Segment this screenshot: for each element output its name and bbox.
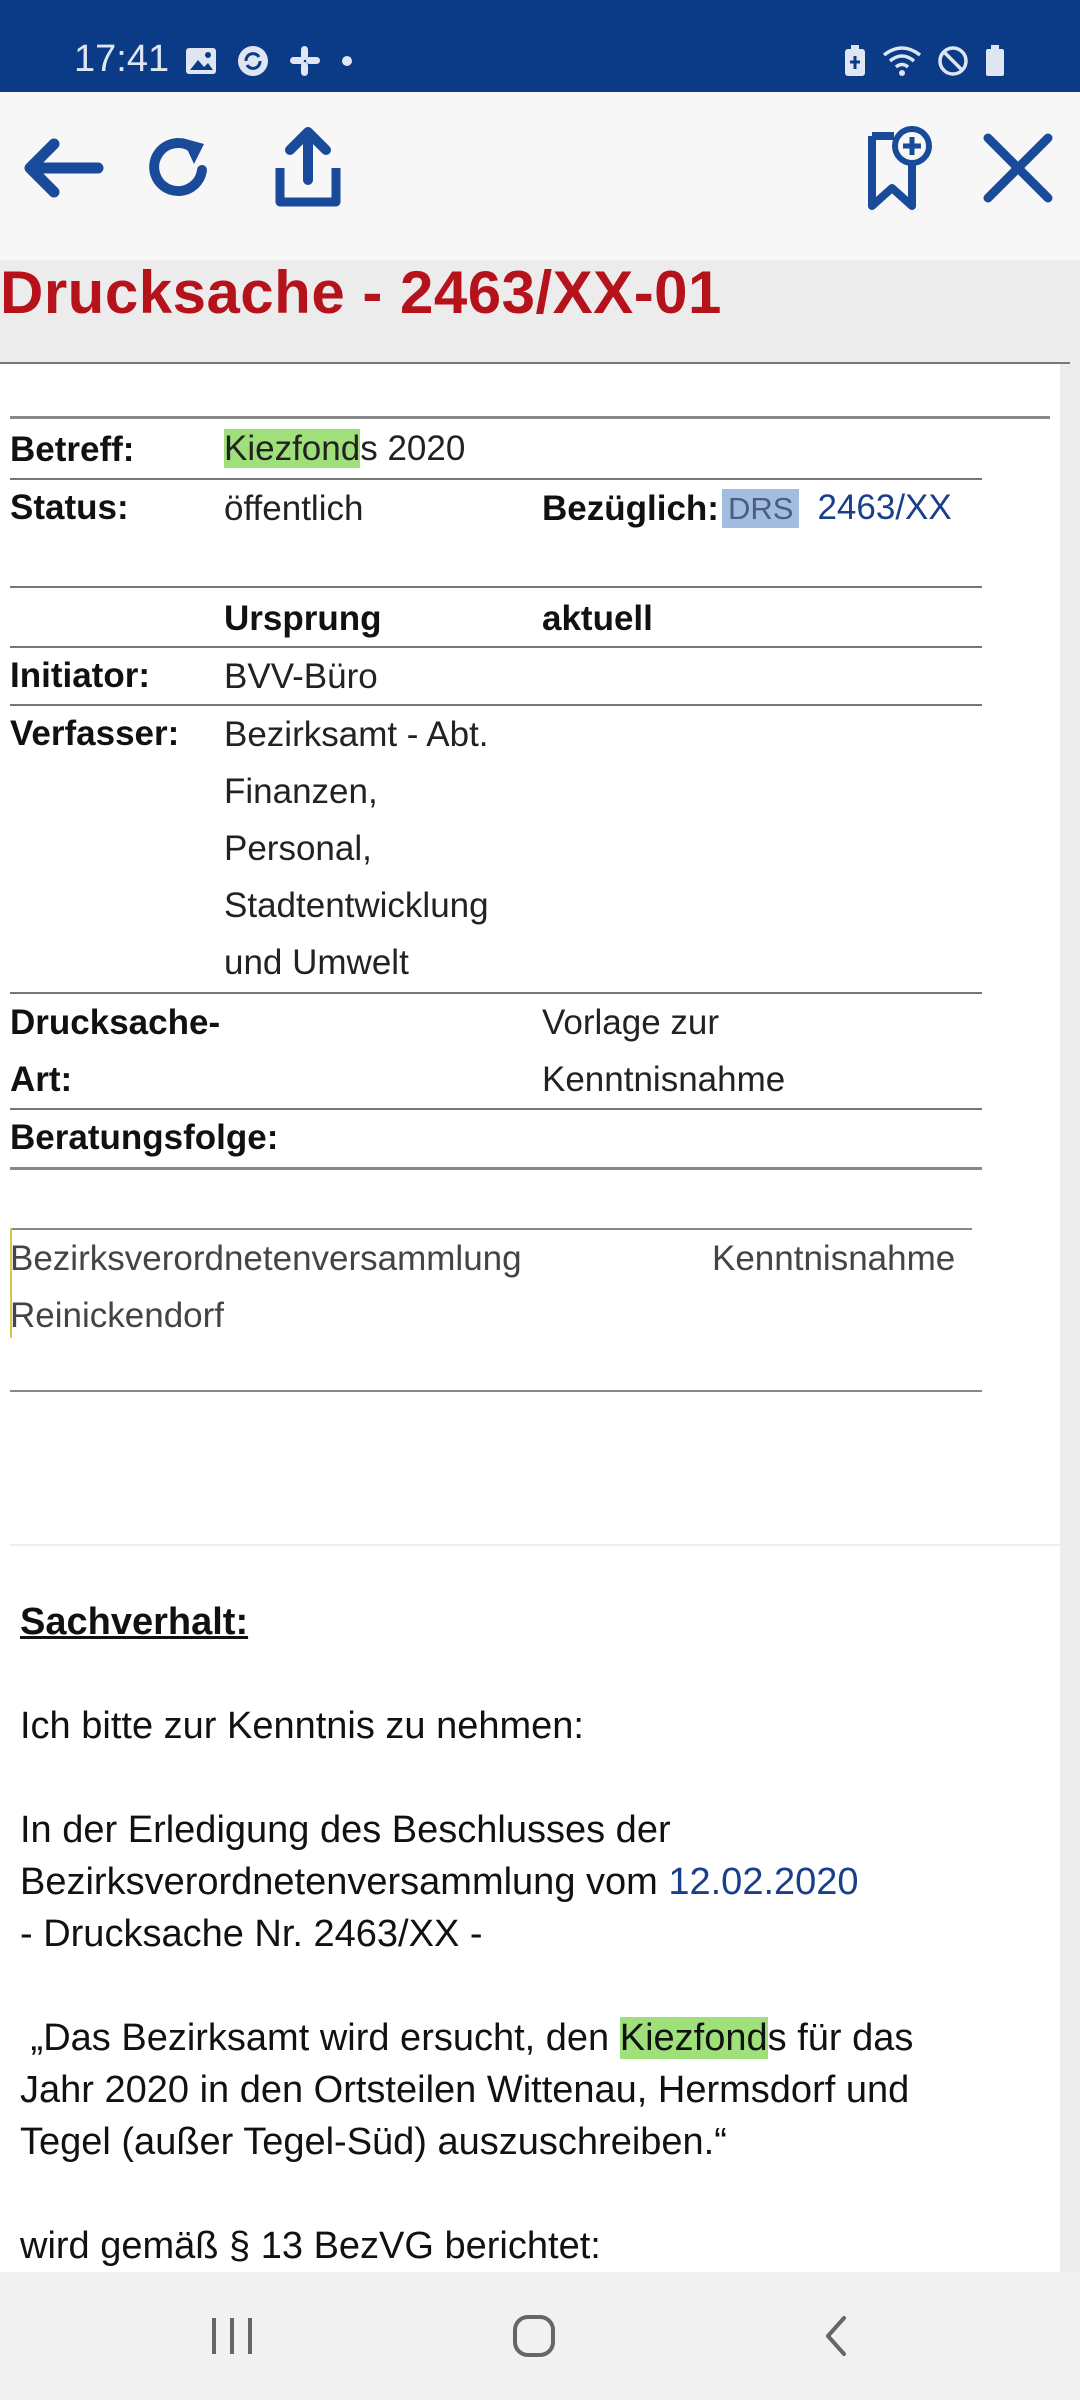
row-initiator [10, 648, 982, 706]
content-top-rule [10, 416, 1050, 419]
body-paragraph: Ich bitte zur Kenntnis zu nehmen: [20, 1705, 584, 1747]
drucksache-art-value-line: Kenntnisnahme [542, 1060, 786, 1099]
bezueglich-value: 2463/XX [817, 488, 952, 527]
col-ursprung: Ursprung [224, 599, 382, 638]
verfasser-line: Stadtentwicklung [224, 886, 489, 925]
arrow-left-icon [20, 136, 104, 200]
share-button[interactable] [256, 116, 360, 220]
row-betreff [10, 420, 982, 480]
date-link[interactable]: 12.02.2020 [668, 1861, 859, 1903]
drucksache-art-label-line: Drucksache- [10, 1003, 221, 1042]
body-paragraph: wird gemäß § 13 BezVG berichtet: [20, 2225, 601, 2267]
row-drucksache-art [10, 994, 982, 1110]
initiator-label: Initiator: [10, 656, 150, 695]
row-verfasser [10, 706, 982, 994]
betreff-label: Betreff: [10, 430, 135, 469]
betreff-value [224, 420, 465, 477]
quote-line: Tegel (außer Tegel-Süd) auszuschreiben.“ [20, 2121, 727, 2163]
recent-apps-icon [208, 2314, 256, 2358]
gallery-icon [184, 46, 218, 76]
status-icons-right [842, 44, 1006, 78]
quote-line: Jahr 2020 in den Ortsteilen Wittenau, Hermsdorf und [20, 2069, 910, 2111]
drucksache-art-label-line: Art: [10, 1060, 73, 1099]
verfasser-line: Finanzen, [224, 772, 378, 811]
close-icon [980, 130, 1056, 206]
frame-border [1060, 364, 1080, 2272]
navigation-bar [0, 2272, 1080, 2400]
initiator-value: BVV-Büro [224, 657, 378, 696]
reload-button[interactable] [126, 116, 230, 220]
do-not-disturb-icon [936, 44, 970, 78]
battery-icon [984, 44, 1006, 78]
verfasser-line: Personal, [224, 829, 372, 868]
share-icon [272, 126, 344, 210]
bookmark-add-icon [864, 124, 936, 212]
verfasser-label: Verfasser: [10, 714, 180, 753]
sachverhalt-section [20, 1596, 1040, 2272]
body-text-run: „Das Bezirksamt wird ersucht, den [20, 2017, 620, 2059]
beratung-gremium-line: Bezirksverordnetenversammlung [10, 1239, 522, 1278]
beratung-gremium [10, 1230, 522, 1344]
row-beratungsfolge [10, 1110, 982, 1170]
row-column-headers [10, 588, 982, 648]
status-bar [0, 0, 1080, 92]
body-text-run: s für das [767, 2017, 914, 2059]
quote-paragraph [20, 2012, 1040, 2064]
app-toolbar [0, 92, 1080, 260]
beratung-gremium-line: Reinickendorf [10, 1296, 224, 1335]
search-highlight: Kiezfond [619, 2017, 768, 2059]
battery-saver-icon [842, 44, 868, 78]
status-icons-left [184, 44, 354, 78]
dot-icon [340, 54, 354, 68]
body-text-run: Bezirksverordnetenversammlung vom [20, 1861, 669, 1903]
verfasser-line: und Umwelt [224, 943, 409, 982]
add-bookmark-button[interactable] [848, 116, 952, 220]
col-aktuell: aktuell [542, 599, 653, 638]
row-status [10, 480, 982, 588]
recent-apps-button[interactable] [172, 2300, 292, 2372]
close-button[interactable] [966, 116, 1070, 220]
search-highlight: Kiezfond [224, 429, 361, 468]
wifi-icon [882, 45, 922, 77]
status-label: Status: [10, 488, 129, 527]
drucksache-art-value [542, 994, 785, 1108]
nav-back-button[interactable] [776, 2300, 896, 2372]
status-time: 17:41 [74, 38, 170, 80]
sync-icon [236, 44, 270, 78]
betreff-value-rest: s 2020 [360, 429, 466, 468]
document-content [0, 364, 1080, 2272]
verfasser-value [224, 706, 489, 991]
drucksache-art-value-line: Vorlage zur [542, 1003, 720, 1042]
section-divider [10, 1544, 1060, 1546]
beratungsfolge-label: Beratungsfolge: [10, 1118, 279, 1157]
reload-icon [142, 132, 214, 204]
home-icon [510, 2312, 558, 2360]
body-paragraph [20, 1856, 1040, 1908]
bezueglich-label: Bezüglich: [542, 489, 719, 528]
chevron-left-icon [816, 2312, 856, 2360]
back-button[interactable] [10, 116, 114, 220]
status-value: öffentlich [224, 489, 364, 528]
verfasser-line: Bezirksamt - Abt. [224, 715, 489, 754]
sachverhalt-heading: Sachverhalt: [20, 1601, 249, 1643]
home-button[interactable] [474, 2300, 594, 2372]
beratung-art: Kenntnisnahme [712, 1239, 956, 1278]
beratung-bottom-rule [10, 1390, 982, 1392]
document-title: Drucksache - 2463/XX-01 [0, 259, 722, 326]
body-paragraph: - Drucksache Nr. 2463/XX - [20, 1913, 483, 1955]
body-paragraph: In der Erledigung des Beschlusses der [20, 1809, 671, 1851]
drucksache-art-label [10, 994, 220, 1108]
slack-icon [288, 44, 322, 78]
bezueglich-link[interactable] [722, 486, 952, 531]
drs-tag: DRS [722, 489, 799, 528]
